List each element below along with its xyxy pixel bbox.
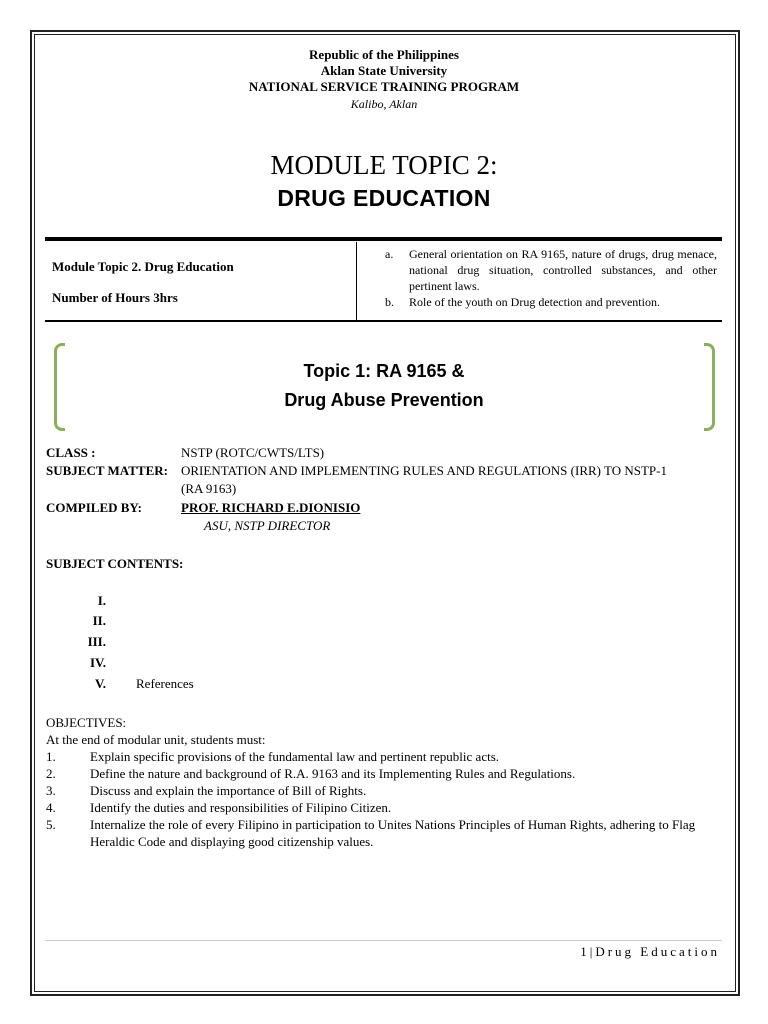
objective-item bbox=[46, 816, 726, 850]
header-location: Kalibo, Aklan bbox=[350, 97, 418, 111]
coverage-marker: a. bbox=[385, 247, 394, 261]
objectives-block bbox=[46, 714, 726, 850]
header-country: Republic of the Philippines bbox=[309, 47, 459, 62]
subject-matter-value-cont: (RA 9163) bbox=[181, 481, 237, 496]
compiler-name: PROF. RICHARD E.DIONISIO bbox=[181, 500, 361, 515]
coverage-text: General orientation on RA 9165, nature of drugs, drug menace, national drug situation, controlled substances, and other pertinent laws. bbox=[409, 247, 717, 293]
objective-number: 2. bbox=[46, 766, 56, 781]
objective-item bbox=[46, 748, 726, 765]
subject-matter-label: SUBJECT MATTER: bbox=[46, 463, 168, 478]
coverage-text: Role of the youth on Drug detection and prevention. bbox=[409, 295, 660, 309]
hours-line: Number of Hours 3hrs bbox=[52, 290, 178, 305]
footer-label: Drug Education bbox=[595, 944, 720, 959]
coverage-marker: b. bbox=[385, 295, 394, 309]
objective-text: Define the nature and background of R.A. 9163 and its Implementing Rules and Regulations. bbox=[90, 766, 576, 781]
class-label: CLASS : bbox=[46, 445, 96, 460]
page-footer bbox=[440, 944, 720, 960]
module-topic-line: Module Topic 2. Drug Education bbox=[52, 259, 234, 274]
compiled-by-label: COMPILED BY: bbox=[46, 500, 142, 515]
objective-number: 4. bbox=[46, 800, 56, 815]
contents-number: I. bbox=[97, 593, 106, 608]
objective-item bbox=[46, 782, 726, 799]
footer-rule bbox=[45, 940, 722, 941]
topic-title-line2: Drug Abuse Prevention bbox=[284, 390, 484, 410]
module-subtitle: DRUG EDUCATION bbox=[277, 185, 491, 211]
objective-number: 3. bbox=[46, 783, 56, 798]
header-program: NATIONAL SERVICE TRAINING PROGRAM bbox=[248, 79, 520, 94]
topic-title-line1: Topic 1: RA 9165 & bbox=[303, 361, 465, 381]
page-number: 1 bbox=[580, 944, 590, 959]
subject-matter-value: ORIENTATION AND IMPLEMENTING RULES AND REGULATIONS (IRR) TO NSTP-1 bbox=[181, 463, 667, 478]
module-title: MODULE TOPIC 2: bbox=[270, 150, 498, 180]
contents-number: IV. bbox=[89, 655, 106, 670]
topic-title bbox=[0, 357, 768, 415]
objective-text: Identify the duties and responsibilities of Filipino Citizen. bbox=[90, 800, 392, 815]
footer-separator: | bbox=[589, 944, 596, 959]
objectives-intro: At the end of modular unit, students must: bbox=[46, 732, 266, 747]
table-top-rule bbox=[45, 237, 722, 241]
contents-number: II. bbox=[92, 613, 106, 628]
objective-text: Explain specific provisions of the fundamental law and pertinent republic acts. bbox=[90, 749, 500, 764]
objective-item bbox=[46, 765, 726, 782]
compiler-role: ASU, NSTP DIRECTOR bbox=[204, 518, 331, 533]
objective-text: Internalize the role of every Filipino in participation to Unites Nations Principles of Human Rights, adhering to Flag Heraldic Code and displaying good citizenship values. bbox=[90, 817, 696, 849]
subject-contents-heading: SUBJECT CONTENTS: bbox=[46, 556, 184, 571]
objective-number: 5. bbox=[46, 817, 56, 832]
objectives-heading: OBJECTIVES: bbox=[46, 715, 127, 730]
header-university: Aklan State University bbox=[320, 63, 448, 78]
table-bottom-rule bbox=[45, 320, 722, 322]
contents-text: References bbox=[136, 676, 194, 691]
contents-number: III. bbox=[87, 634, 106, 649]
table-divider bbox=[356, 242, 357, 320]
objective-item bbox=[46, 799, 726, 816]
contents-number: V. bbox=[95, 676, 106, 691]
coverage-item bbox=[385, 246, 717, 294]
coverage-item bbox=[385, 294, 717, 310]
objective-number: 1. bbox=[46, 749, 56, 764]
objective-text: Discuss and explain the importance of Bill of Rights. bbox=[90, 783, 367, 798]
class-value: NSTP (ROTC/CWTS/LTS) bbox=[181, 445, 325, 460]
module-coverage-list bbox=[385, 246, 717, 310]
